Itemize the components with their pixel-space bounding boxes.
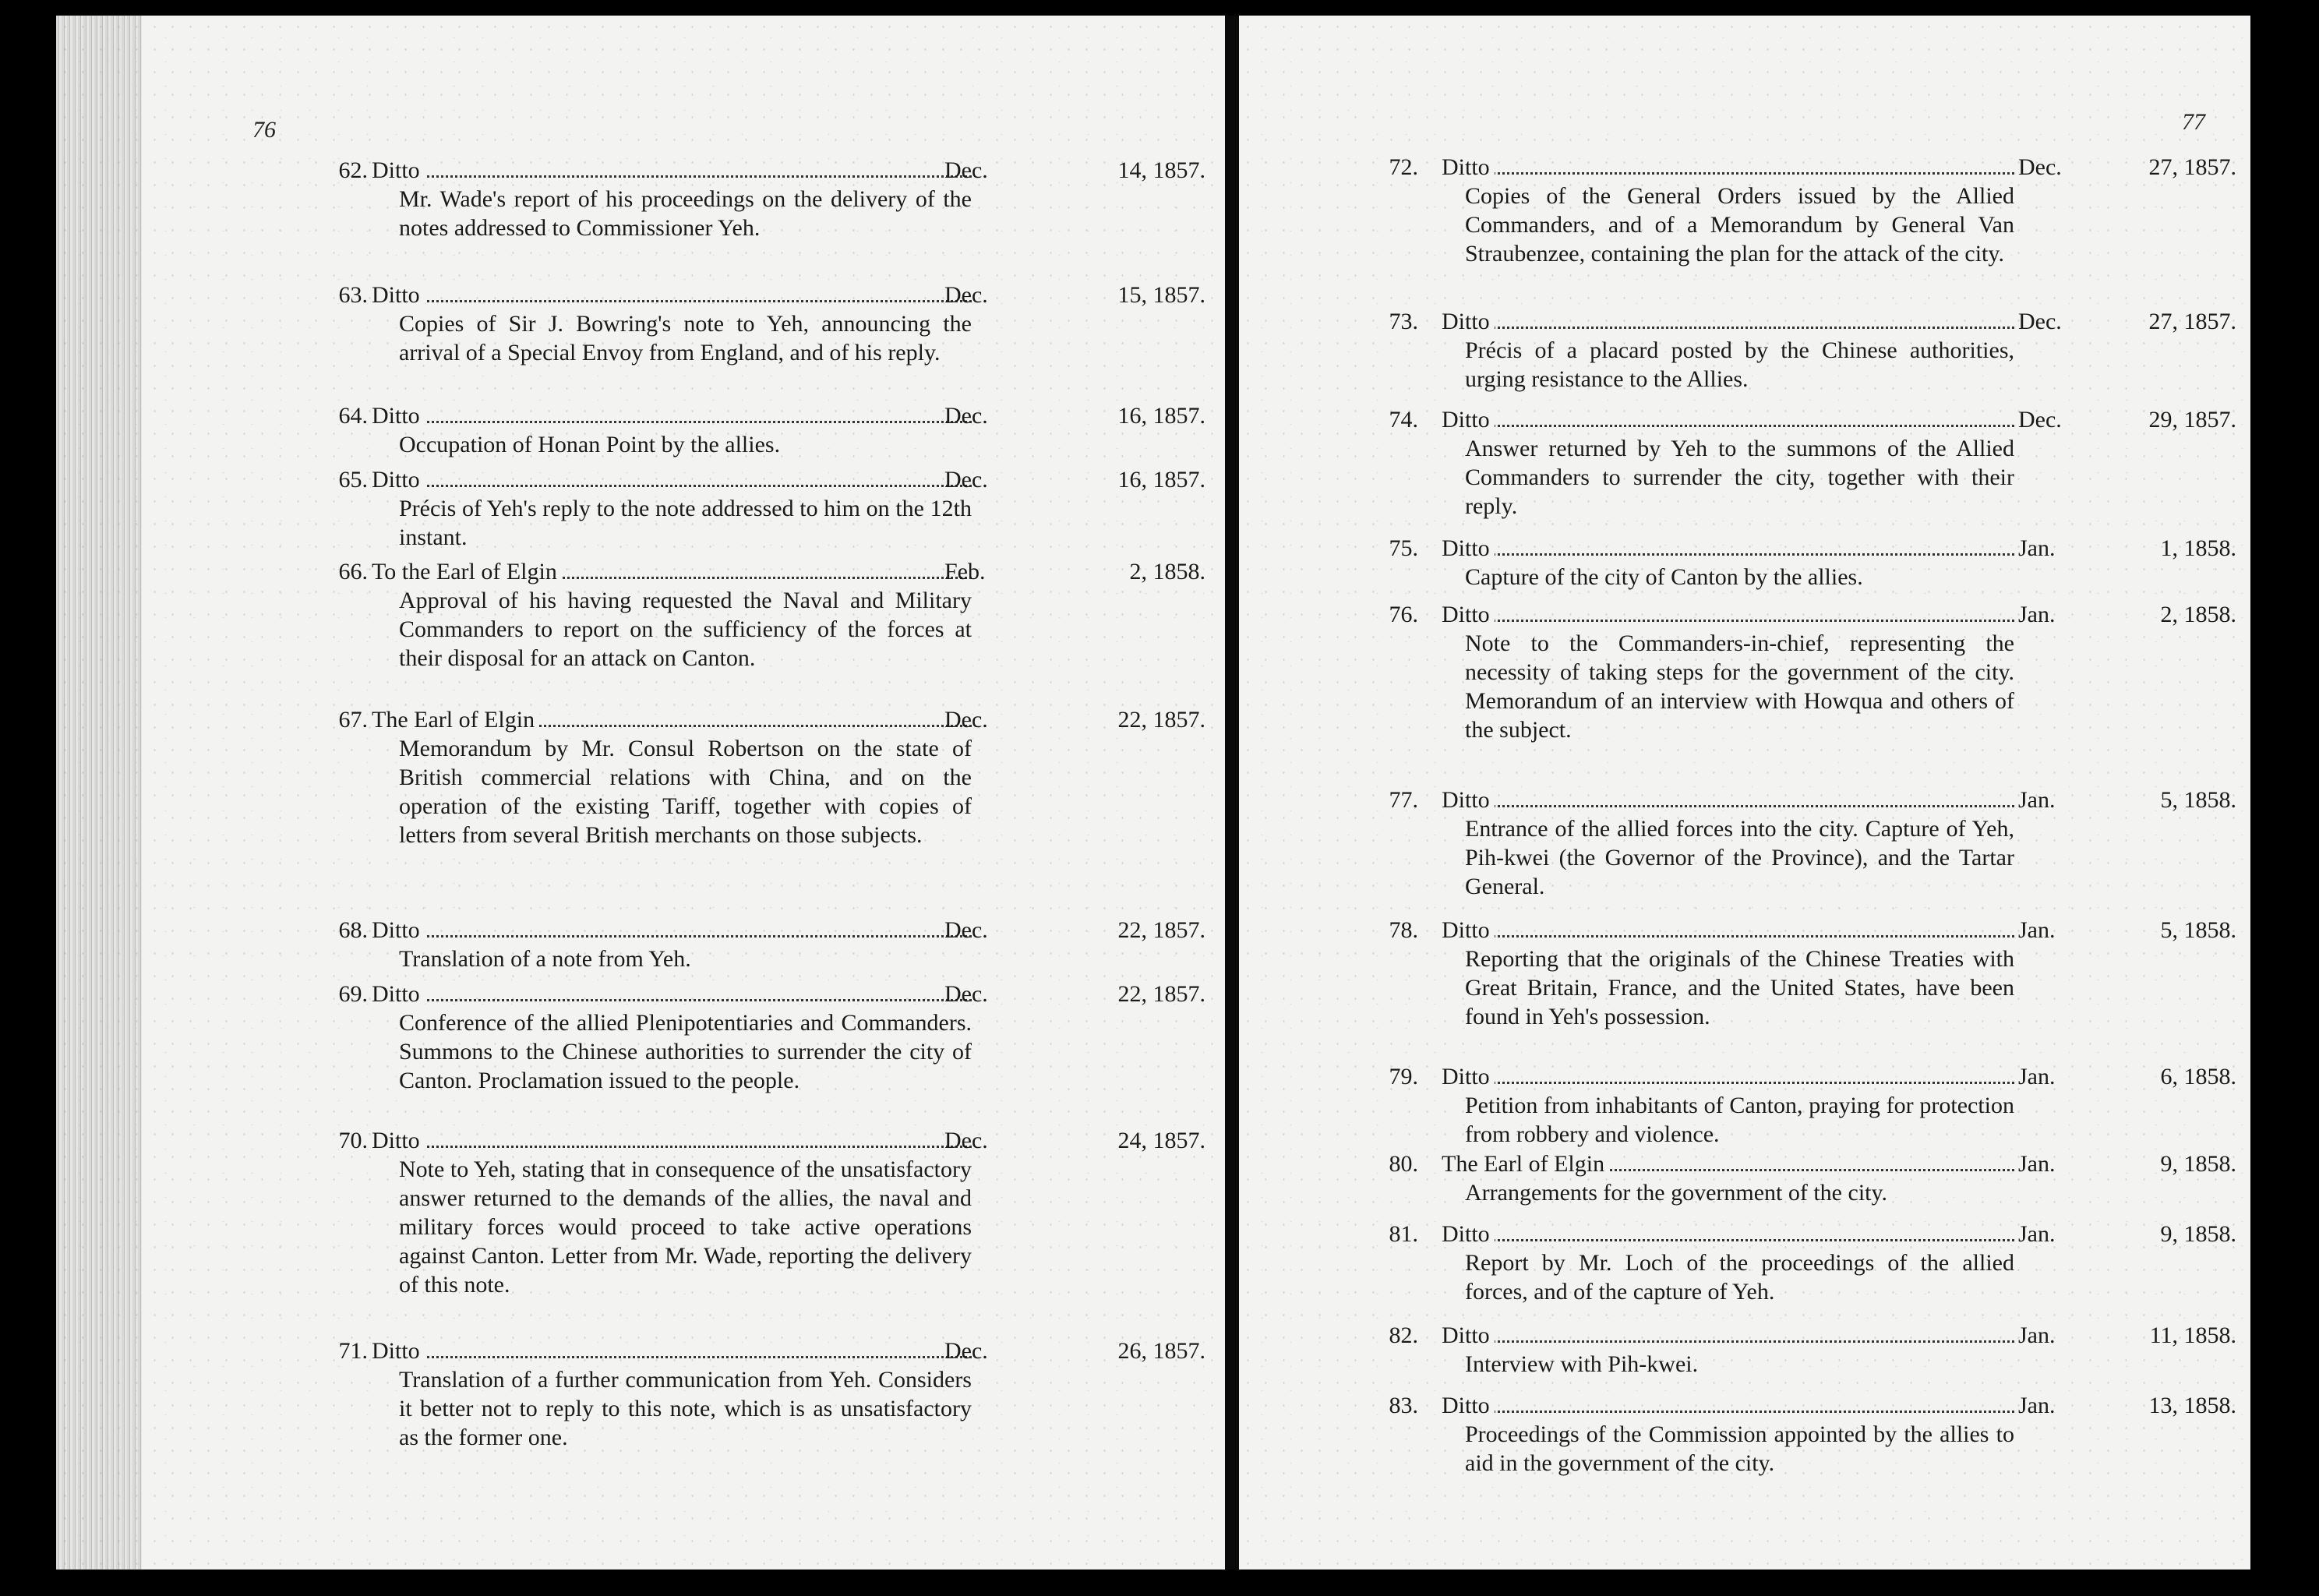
entry-date: 16, 1857. [1117,403,1205,429]
entry-title-text: Ditto [1442,1064,1495,1089]
entry-title [1442,307,2014,336]
entry-description: Report by Mr. Loch of the proceedings of the allied forces, and of the capture of Yeh. [1465,1250,2014,1305]
entry-date: 5, 1858. [2160,917,2236,943]
entry-title [372,1336,972,1365]
entry-title-text: Ditto [372,403,425,429]
entry-number: 75. [1389,535,1418,561]
entry-month: Dec. [944,981,988,1007]
entry-date: 22, 1857. [1117,981,1205,1007]
entry-number: 81. [1389,1221,1418,1247]
dot-leader [372,175,972,178]
entry-month: Dec. [2018,407,2062,433]
entry-description: Occupation of Honan Point by the allies. [399,432,781,457]
entry-number: 65. [338,467,368,493]
entry-title [372,557,972,586]
dot-leader [1442,327,2014,329]
entry-title [1442,600,2014,629]
entry-number: 63. [338,282,368,308]
entry-title-text: Ditto [372,282,425,308]
dot-leader [372,300,972,302]
entry-title-text: The Earl of Elgin [1442,1151,1609,1177]
entry-number: 62. [338,157,368,183]
entry-title-text: Ditto [1442,1221,1495,1247]
entry-date: 1, 1858. [2160,535,2236,561]
entry-description: Answer returned by Yeh to the summons of the Allied Commanders to surrender the city, together with their reply. [1465,436,2014,519]
entry-title [1442,786,2014,814]
entry-number: 71. [338,1338,368,1364]
entry-description: Memorandum by Mr. Consul Robertson on the state of British commercial relations with China, and on the operation of the existing Tariff, together with copies of letters from several British merchants on those subjects. [399,736,972,848]
entry-month: Dec. [944,467,988,493]
entry-date: 2, 1858. [1129,559,1205,584]
entry-date: 24, 1857. [1117,1128,1205,1153]
entry-date: 29, 1857. [2148,407,2236,433]
entry-title-text: Ditto [1442,917,1495,943]
entry-description: Capture of the city of Canton by the allies. [1465,564,1863,590]
entry-date: 22, 1857. [1117,917,1205,943]
entry-title [372,1126,972,1155]
entry-number: 83. [1389,1393,1418,1418]
entry-month: Jan. [2018,917,2056,943]
entry-title [1442,1321,2014,1350]
dot-leader [1442,553,2014,556]
entry-date: 22, 1857. [1117,707,1205,733]
entry-title [372,980,972,1008]
entry-month: Jan. [2018,602,2056,627]
dot-leader [1442,1239,2014,1241]
book-spine [1225,16,1239,1570]
entry-date: 27, 1857. [2148,309,2236,334]
entry-description: Précis of a placard posted by the Chinese authorities, urging resistance to the Allies. [1465,337,2014,392]
entry-title-text: To the Earl of Elgin [372,559,562,584]
entry-title [1442,1391,2014,1420]
entry-date: 15, 1857. [1117,282,1205,308]
entry-month: Dec. [2018,154,2062,180]
entry-title-text: Ditto [372,1338,425,1364]
dot-leader [372,1146,972,1148]
entry-title [1442,405,2014,434]
entry-description: Note to Yeh, stating that in consequence of the unsatisfactory answer returned to the demands of the allies, the naval and military forces would proceed to take active operations against Canton. Letter from Mr. Wade, reporting the delivery of this note. [399,1156,972,1298]
entry-title-text: The Earl of Elgin [372,707,539,733]
dot-leader [372,421,972,423]
entry-number: 68. [338,917,368,943]
entry-month: Jan. [2018,1064,2056,1089]
entry-number: 76. [1389,602,1418,627]
entry-description: Conference of the allied Plenipotentiaries and Commanders. Summons to the Chinese authorities to surrender the city of Canton. Proclamation issued to the people. [399,1010,972,1093]
entry-title [1442,916,2014,945]
entry-title [372,281,972,309]
entry-month: Dec. [944,917,988,943]
dot-leader [372,1356,972,1358]
entry-number: 80. [1389,1151,1418,1177]
entry-number: 67. [338,707,368,733]
entry-date: 6, 1858. [2160,1064,2236,1089]
entry-description: Approval of his having requested the Naval and Military Commanders to report on the sufficiency of the forces at their disposal for an attack on Canton. [399,588,972,671]
entry-date: 16, 1857. [1117,467,1205,493]
entry-title-text: Ditto [1442,1322,1495,1348]
entry-title-text: Ditto [372,157,425,183]
entry-date: 26, 1857. [1117,1338,1205,1364]
entry-date: 14, 1857. [1117,157,1205,183]
entry-title [372,916,972,945]
entry-number: 77. [1389,787,1418,813]
entry-title-text: Ditto [1442,787,1495,813]
dot-leader [1442,1340,2014,1343]
entry-date: 27, 1857. [2148,154,2236,180]
right-page [1239,16,2250,1570]
entry-number: 69. [338,981,368,1007]
entry-month: Dec. [2018,309,2062,334]
entry-title-text: Ditto [372,917,425,943]
entry-month: Dec. [944,707,988,733]
dot-leader [1442,425,2014,427]
entry-title [372,705,972,734]
entry-month: Jan. [2018,1322,2056,1348]
dot-leader [1442,1411,2014,1413]
page-number: 76 [252,117,276,143]
entry-title-text: Ditto [1442,154,1495,180]
entry-number: 74. [1389,407,1418,433]
dot-leader [1442,935,2014,937]
dot-leader [1442,620,2014,622]
entry-month: Jan. [2018,1221,2056,1247]
entry-title-text: Ditto [372,981,425,1007]
entry-date: 9, 1858. [2160,1151,2236,1177]
entry-number: 64. [338,403,368,429]
entry-description: Précis of Yeh's reply to the note addressed to him on the 12th instant. [399,496,972,550]
entry-title-text: Ditto [372,1128,425,1153]
entry-month: Dec. [944,1338,988,1364]
entry-description: Arrangements for the government of the city. [1465,1180,1888,1206]
entry-description: Petition from inhabitants of Canton, praying for protection from robbery and violence. [1465,1093,2014,1147]
entry-description: Copies of Sir J. Bowring's note to Yeh, announcing the arrival of a Special Envoy from England, and of his reply. [399,311,972,365]
entry-title [1442,153,2014,182]
dot-leader [372,999,972,1001]
entry-number: 73. [1389,309,1418,334]
entry-number: 70. [338,1128,368,1153]
entry-title [1442,1149,2014,1178]
entry-title-text: Ditto [1442,309,1495,334]
entry-title-text: Ditto [372,467,425,493]
entry-description: Translation of a note from Yeh. [399,946,691,972]
dot-leader [1442,172,2014,175]
entry-month: Dec. [944,282,988,308]
dot-leader [372,935,972,937]
entry-month: Jan. [2018,1151,2056,1177]
page-number: 77 [2182,109,2205,135]
entry-month: Feb. [944,559,986,584]
entry-title [1442,534,2014,563]
entry-description: Note to the Commanders-in-chief, representing the necessity of taking steps for the government of the city. Memorandum of an interview with Howqua and others of the subject. [1465,630,2014,743]
entry-date: 2, 1858. [2160,602,2236,627]
entry-month: Dec. [944,1128,988,1153]
entry-description: Mr. Wade's report of his proceedings on the delivery of the notes addressed to Commissioner Yeh. [399,186,972,241]
entry-description: Proceedings of the Commission appointed by the allies to aid in the government of the city. [1465,1421,2014,1476]
entry-month: Dec. [944,403,988,429]
entry-title-text: Ditto [1442,535,1495,561]
entry-title [372,401,972,430]
entry-date: 13, 1858. [2148,1393,2236,1418]
entry-title-text: Ditto [1442,407,1495,433]
entry-month: Dec. [944,157,988,183]
entry-description: Entrance of the allied forces into the city. Capture of Yeh, Pih-kwei (the Governor of the Province), and the Tartar General. [1465,816,2014,899]
entry-date: 11, 1858. [2149,1322,2236,1348]
entry-number: 66. [338,559,368,584]
entry-title [372,156,972,185]
entry-month: Jan. [2018,535,2056,561]
entry-month: Jan. [2018,1393,2056,1418]
left-page [56,16,1225,1570]
entry-description: Interview with Pih-kwei. [1465,1351,1699,1377]
entry-date: 9, 1858. [2160,1221,2236,1247]
entry-description: Translation of a further communication from Yeh. Considers it better not to reply to this note, which is as unsatisfactory as the former one. [399,1367,972,1450]
entry-title [1442,1220,2014,1248]
entry-description: Copies of the General Orders issued by the Allied Commanders, and of a Memorandum by General Van Straubenzee, containing the plan for the attack of the city. [1465,183,2014,267]
entry-month: Jan. [2018,787,2056,813]
entry-date: 5, 1858. [2160,787,2236,813]
entry-title [372,465,972,494]
entry-number: 78. [1389,917,1418,943]
dot-leader [1442,805,2014,807]
entry-number: 72. [1389,154,1418,180]
entry-number: 79. [1389,1064,1418,1089]
entry-title [1442,1062,2014,1091]
entry-description: Reporting that the originals of the Chinese Treaties with Great Britain, France, and the United States, have been found in Yeh's possession. [1465,946,2014,1029]
entry-title-text: Ditto [1442,602,1495,627]
entry-number: 82. [1389,1322,1418,1348]
dot-leader [372,485,972,487]
entry-title-text: Ditto [1442,1393,1495,1418]
dot-leader [1442,1082,2014,1084]
